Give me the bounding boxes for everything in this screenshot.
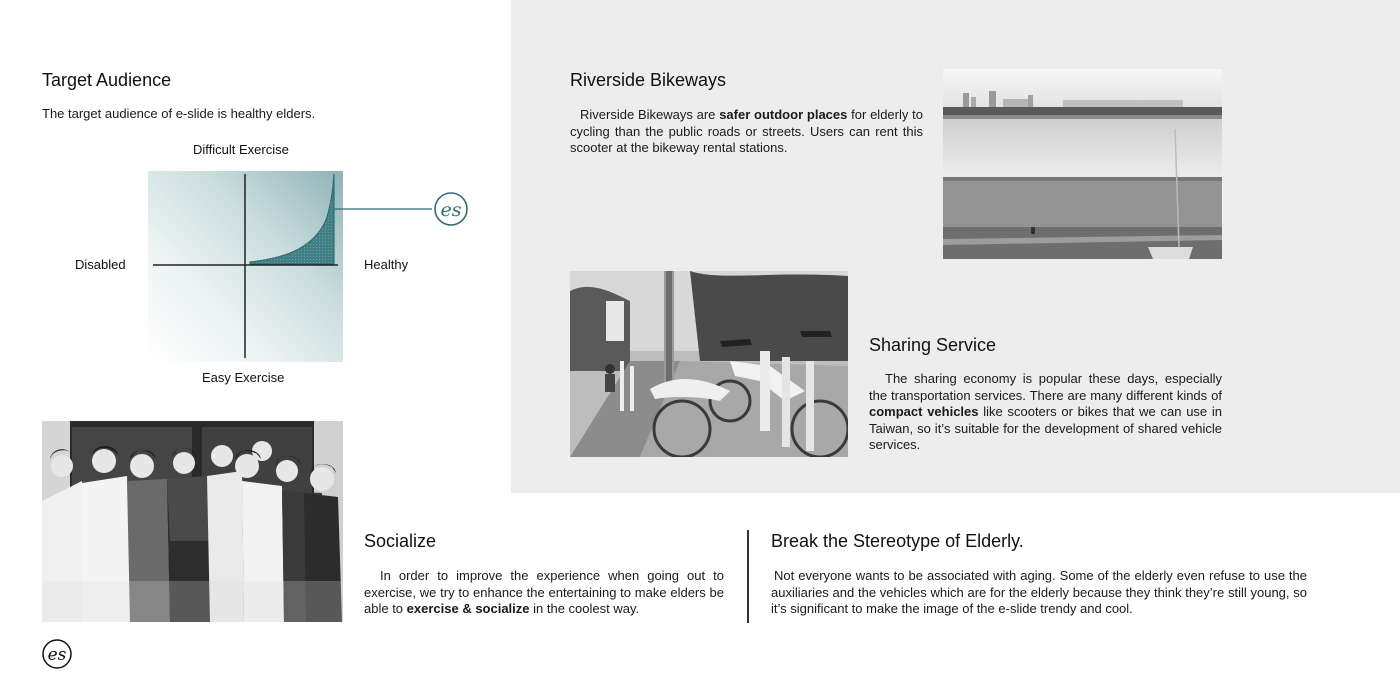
- riverside-title: Riverside Bikeways: [570, 70, 727, 90]
- sharing-title: Sharing Service: [869, 335, 997, 355]
- chart-bottom-label: Easy Exercise: [202, 370, 285, 385]
- chart-top-label: Difficult Exercise: [193, 142, 289, 157]
- socialize-title: Socialize: [364, 531, 437, 551]
- riverside-photo: [943, 69, 1222, 259]
- healthy-elders-area: [250, 174, 334, 264]
- audience-chart: [0, 0, 480, 400]
- chart-left-label: Disabled: [75, 257, 126, 272]
- es-logo-text: es: [440, 199, 462, 221]
- target-audience-text: The target audience of e-slide is healthy elders.: [42, 106, 316, 121]
- sharing-text: The sharing economy is popular these days, especially the transportation services. There are many different kinds of compact vehicles like scooters or bikes that we can use in Taiwan, so it’s suitable for the development of shared vehicle services.: [869, 371, 1223, 452]
- footer-es-logo: [40, 637, 74, 671]
- elders-group-photo: [42, 421, 343, 622]
- target-audience-title: Target Audience: [42, 70, 172, 90]
- sharing-bikes-photo: [570, 271, 848, 457]
- riverside-text: Riverside Bikeways are safer outdoor places for elderly to cycling than the public roads or streets. Users can rent this scooter at the bikeway rental stations.: [570, 107, 923, 155]
- stereotype-title: Break the Stereotype of Elderly.: [771, 531, 1024, 551]
- section-divider: [747, 530, 749, 623]
- stereotype-text: Not everyone wants to be associated with aging. Some of the elderly even refuse to use the auxiliaries and the vehicles which are for the elderly because they think they’re still young, so it’s significant to make the image of the e-slide trendy and cool.: [771, 568, 1307, 616]
- socialize-text: In order to improve the experience when going out to exercise, we try to enhance the entertaining to make elders be able to exercise & socialize in the coolest way.: [364, 568, 724, 616]
- footer-logo-text: es: [47, 645, 67, 665]
- chart-right-label: Healthy: [364, 257, 409, 272]
